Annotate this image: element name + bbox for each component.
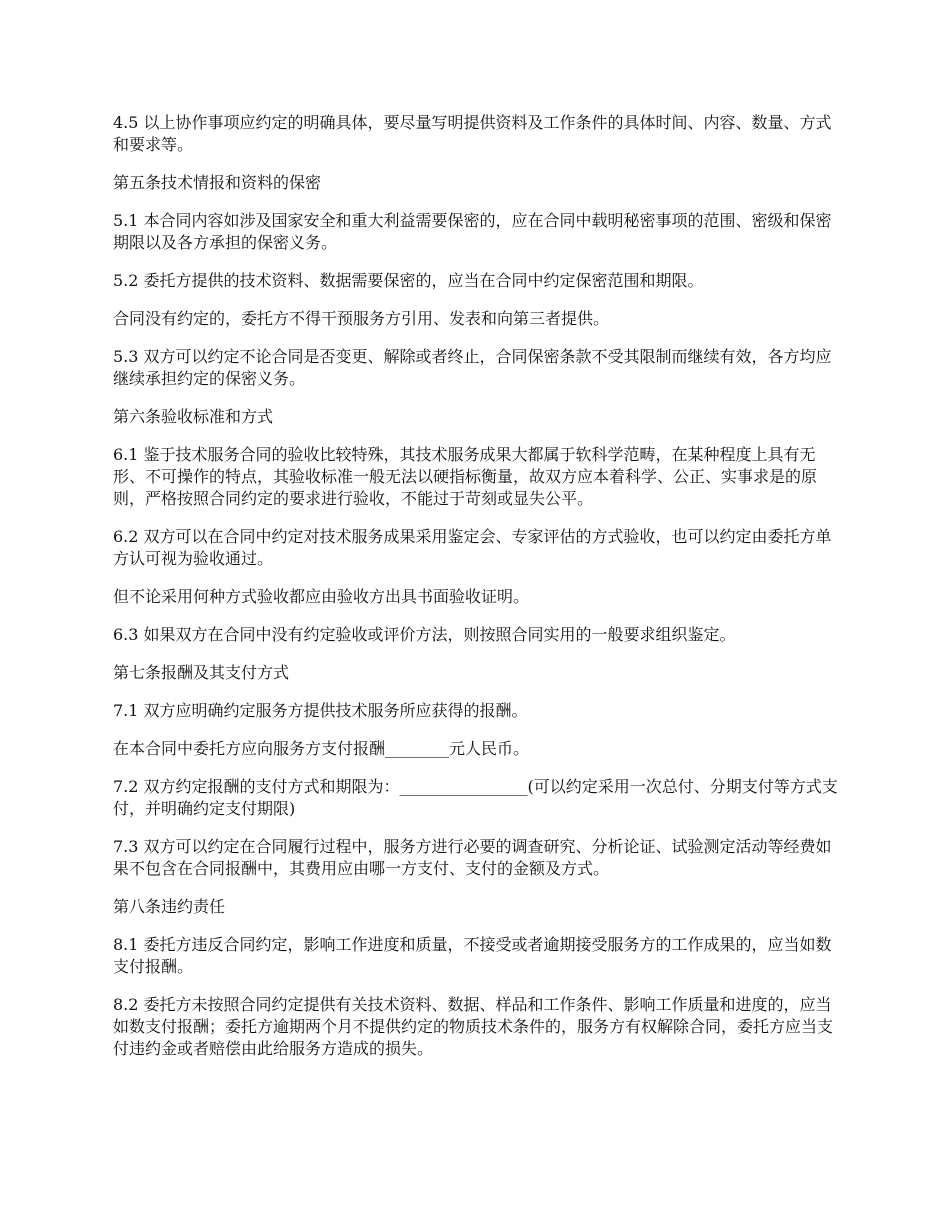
- clause-7-3: 7.3 双方可以约定在合同履行过程中，服务方进行必要的调查研究、分析论证、试验测定活动等经费如果不包含在合同报酬中，其费用应由哪一方支付、支付的金额及方式。: [113, 837, 832, 878]
- clause-7-2: 7.2 双方约定报酬的支付方式和期限为：________________(可以约定采用一次总付、分期支付等方式支付，并明确约定支付期限): [113, 777, 838, 818]
- clause-4-5: 4.5 以上协作事项应约定的明确具体，要尽量写明提供资料及工作条件的具体时间、内容、数量、方式和要求等。: [113, 113, 832, 154]
- clause-5-3: 5.3 双方可以约定不论合同是否变更、解除或者终止，合同保密条款不受其限制而继续有效，各方均应继续承担约定的保密义务。: [113, 347, 832, 388]
- clause-6-2: 6.2 双方可以在合同中约定对技术服务成果采用鉴定会、专家评估的方式验收，也可以约定由委托方单方认可视为验收通过。: [113, 527, 832, 568]
- article-7-heading: 第七条报酬及其支付方式: [113, 663, 290, 682]
- clause-6-3: 6.3 如果双方在合同中没有约定验收或评价方法，则按照合同实用的一般要求组织鉴定。: [113, 625, 736, 644]
- clause-6-2-note: 但不论采用何种方式验收都应由验收方出具书面验收证明。: [113, 587, 530, 606]
- clause-5-1: 5.1 本合同内容如涉及国家安全和重大利益需要保密的，应在合同中载明秘密事项的范围、密级和保密期限以及各方承担的保密义务。: [113, 211, 832, 252]
- article-5-heading: 第五条技术情报和资料的保密: [113, 173, 322, 192]
- clause-7-1: 7.1 双方应明确约定服务方提供技术服务所应获得的报酬。: [113, 701, 528, 720]
- article-8-heading: 第八条违约责任: [113, 897, 226, 916]
- clause-8-1: 8.1 委托方违反合同约定，影响工作进度和质量，不接受或者逾期接受服务方的工作成果的，应当如数支付报酬。: [113, 935, 832, 976]
- clause-7-1-amount: 在本合同中委托方应向服务方支付报酬________元人民币。: [113, 739, 530, 758]
- article-6-heading: 第六条验收标准和方式: [113, 407, 274, 426]
- clause-8-2: 8.2 委托方未按照合同约定提供有关技术资料、数据、样品和工作条件、影响工作质量和进度的，应当如数支付报酬；委托方逾期两个月不提供约定的物质技术条件的，服务方有权解除合同，委托方应当支付违约金或者赔偿由此给服务方造成的损失。: [113, 995, 834, 1058]
- document-body: [113, 112, 845, 1076]
- clause-5-2-note: 合同没有约定的，委托方不得干预服务方引用、发表和向第三者提供。: [113, 309, 610, 328]
- clause-5-2: 5.2 委托方提供的技术资料、数据需要保密的，应当在合同中约定保密范围和期限。: [113, 271, 704, 290]
- clause-6-1: 6.1 鉴于技术服务合同的验收比较特殊，其技术服务成果大都属于软科学范畴，在某种程度上具有无形、不可操作的特点，其验收标准一般无法以硬指标衡量，故双方应本着科学、公正、实事求是的原则，严格按照合同约定的要求进行验收，不能过于苛刻或显失公平。: [113, 445, 818, 508]
